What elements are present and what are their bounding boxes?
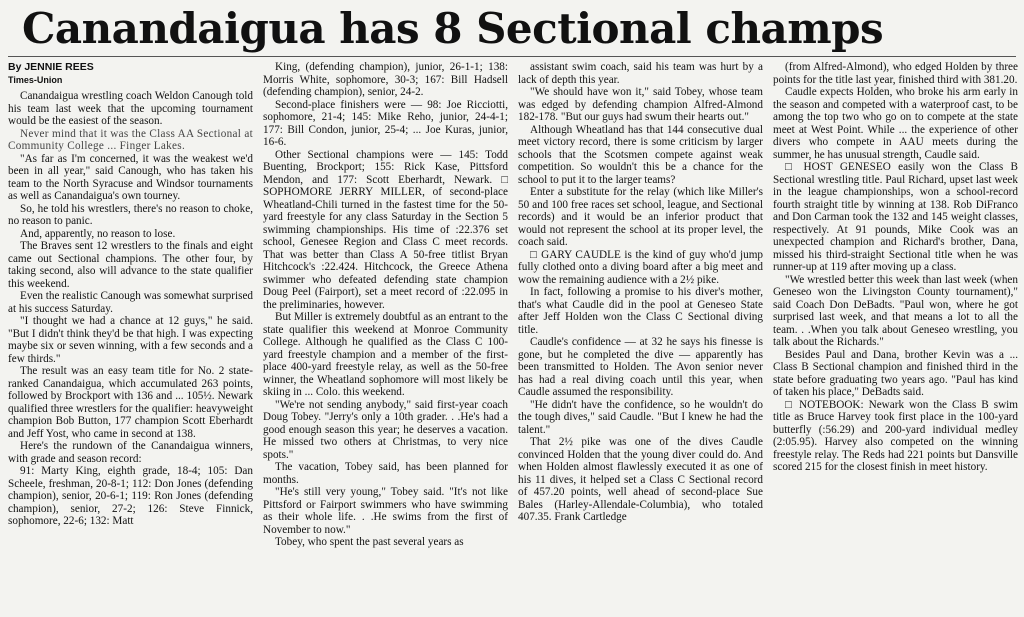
paragraph: And, apparently, no reason to lose. [20,227,176,240]
article-columns [8,61,1016,609]
paragraph: Even the realistic Canough was somewhat surprised at his success Saturday. [8,290,253,315]
paragraph: Never mind that it was the Class AA Sectional at Community College ... Finger Lakes. [8,127,253,152]
paragraph: The result was an easy team title for No. 2 state-ranked Canandaigua, which accumulated 263 points, followed by Brockport with 136 and ... 105½. Newark qualified three wrestlers for the qualifier: heavyweight champion Bob Button, 177 champion Scott Eberhardt and Jeff Yost, who came in second at 138. [8,365,253,440]
paragraph: Caudle expects Holden, who broke his arm early in the season and competed with a waterproof cast, to be among the top two who go on to compete at the state meet at West Point. While ... the experience of other divers who compete in AAU meets during the summer, he has unusual strength, Caudle said. [773,86,1018,161]
paragraph: But Miller is extremely doubtful as an entrant to the state qualifier this weekend at Monroe Community College. Although he qualified as the Class C 100-yard freestyle champion and a member of the first-place 400-yard freestyle relay, as well as the 50-free winner, the Wheatland sophomore will most likely be skiing in ... Colo. this weekend. [263,311,508,398]
paragraph: "We wrestled better this week than last week (when Geneseo won the Livingston County tournament)," said Coach Don DeBadts. "Paul won, where he got surprised last week, and that means a lot to all the team. . .When you talk about Geneseo wrestling, you talk about the Richards." [773,273,1018,348]
paragraph: assistant swim coach, said his team was hurt by a lack of depth this year. [518,61,763,86]
paragraph: Enter a substitute for the relay (which like Miller's 50 and 100 free races set school, league, and Sectional records) and it would be an inferior product that would not represent the school at its proper level, the coach said. [518,186,763,248]
paragraph: Here's the rundown of the Canandaigua winners, with grade and season record: [8,440,253,465]
paragraph: "We're not sending anybody," said first-year coach Doug Tobey. "Jerry's only a 10th grader. . .He's had a good enough season this year; he deserves a vacation. He missed two others at Christmas, to very nice spots." [263,398,508,461]
paragraph: Although Wheatland has that 144 consecutive dual meet victory record, there is some criticism by larger schools that the Scotsmen compete against weak competition. So wouldn't this be a chance for the school to put it to the larger teams? [518,123,763,186]
byline: By JENNIE REES [8,61,94,73]
paragraph: "As far as I'm concerned, it was the weakest we'd been in all year," said Canough, who has taken his team to the North Syracuse and Windsor tournaments as well as Canandaigua's own tourney. [8,152,253,202]
paragraph: Second-place finishers were — 98: Joe Ricciotti, sophomore, 21-4; 145: Mike Reho, junior, 24-4-1; 177: Bill Condon, junior, 25-4; ... Joe Kuras, junior, 16-6. [263,98,508,148]
paragraph: The vacation, Tobey said, has been planned for months. [263,461,508,486]
paragraph: The Braves sent 12 wrestlers to the finals and eight came out Sectional champions. The other four, by taking second, also will advance to the state qualifier this weekend. [8,240,253,290]
paragraph: That 2½ pike was one of the dives Caudle convinced Holden that the young diver could do. And when Holden almost flawlessly executed it as one of his 11 dives, it helped set a Class C Sectional record of 457.20 points, well ahead of second-place Sue Bales (Harley-Allendale-Columbia), who totaled 407.35. Frank Cartledge [518,436,763,523]
headline-rule [8,56,1016,57]
column-4 [773,61,1018,609]
paragraph: In fact, following a promise to his diver's mother, that's what Caudle did in the pool at Geneseo State after Jeff Holden won the Class C Sectional diving title. [518,286,763,336]
column-1 [8,61,253,609]
paragraph: "He's still very young," Tobey said. "It's not like Pittsford or Fairport swimmers who have swimming as their whole life. . .He swims from the first of November to now." [263,486,508,536]
paragraph: "He didn't have the confidence, so he wouldn't do the tough dives," said Caudle. "But I knew he had the talent." [518,398,763,436]
paragraph: Tobey, who spent the past several years as [275,536,464,548]
column-3 [518,61,763,609]
paragraph: □ HOST GENESEO easily won the Class B Sectional wrestling title. Paul Richard, upset last week in the league championships, won a school-record fourth straight title by winning at 138. Rob DiFranco and Don Carman took the 132 and 145 weight classes, respectively. At 91 pounds, Mike Cook was an unexpected champion and Richard's brother, Dana, missed his third-straight Sectional title when he was runner-up at 119 after moving up a class. [773,161,1018,273]
paragraph: □ GARY CAUDLE is the kind of guy who'd jump fully clothed onto a diving board after a big meet and wow the remaining audience with a 2½ pike. [518,248,763,286]
paragraph: Canandaigua wrestling coach Weldon Canough told his team last week that the upcoming tournament would be the easiest of the season. [8,90,253,127]
paragraph: "We should have won it," said Tobey, whose team was edged by defending champion Alfred-Almond 182-178. "But our guys had swum their hearts out." [518,86,763,123]
paragraph: So, he told his wrestlers, there's no reason to choke, no reason to panic. [8,202,253,227]
paragraph: Besides Paul and Dana, brother Kevin was a ... Class B Sectional champion and finished third in the state before graduating two years ago. "Paul has kind of taken his place," DeBadts said. [773,348,1018,398]
paragraph: "I thought we had a chance at 12 guys," he said. "But I didn't think they'd be that high. I was expecting maybe six or seven winning, with a few seconds and a few thirds." [8,315,253,365]
paragraph: □ NOTEBOOK: Newark won the Class B swim title as Bruce Harvey took first place in the 100-yard butterfly (:56.29) and 200-yard individual medley (2:05.95). Harvey also competed on the winning freestyle relay. The Reds had 221 points but Dansville scored 215 for the closest finish in meet history. [773,398,1018,473]
paragraph: Other Sectional champions were — 145: Todd Buenting, Brockport; 155: Rick Kase, Pittsford Mendon, and 177: Scott Eberhardt, Newark. □ SOPHOMORE JERRY MILLER, of second-place Wheatland-Chili turned in the fastest time for the 50-yard freestyle for any class Saturday in the Section 5 swimming championships. His time of :22.376 set school, Genesee Region and Class C meet records. That was better than Class A 50-free titlist Bryan Hitchcock's :22.424. Hitchcock, the Greece Athena swimmer who defeated defending state champion Doug Peel (Fairport), set a meet record of :22.095 in the preliminaries, however. [263,148,508,311]
dateline: Times-Union [8,74,63,85]
paragraph: Caudle's confidence — at 32 he says his finesse is gone, but he completed the dive — apparently has been transmitted to Holden. The Avon senior never has had a real diving coach until this year, when Caudle assumed the responsibility. [518,336,763,398]
column-2 [263,61,508,609]
headline: Canandaigua has 8 Sectional champs [22,4,884,53]
paragraph: King, (defending champion), junior, 26-1-1; 138: Morris White, sophomore, 30-3; 167: Bill Hadsell (defending champion), senior, 24-2. [263,61,508,98]
paragraph: 91: Marty King, eighth grade, 18-4; 105: Dan Scheele, freshman, 20-8-1; 112: Don Jones (defending champion), senior, 20-6-1; 119: Ron Jones (defending champion), senior, 27-2; 126: Steve Finnick, sophomore, 22-6; 132: Matt [8,465,253,527]
paragraph: (from Alfred-Almond), who edged Holden by three points for the title last year, finished third with 381.20. [773,61,1018,86]
